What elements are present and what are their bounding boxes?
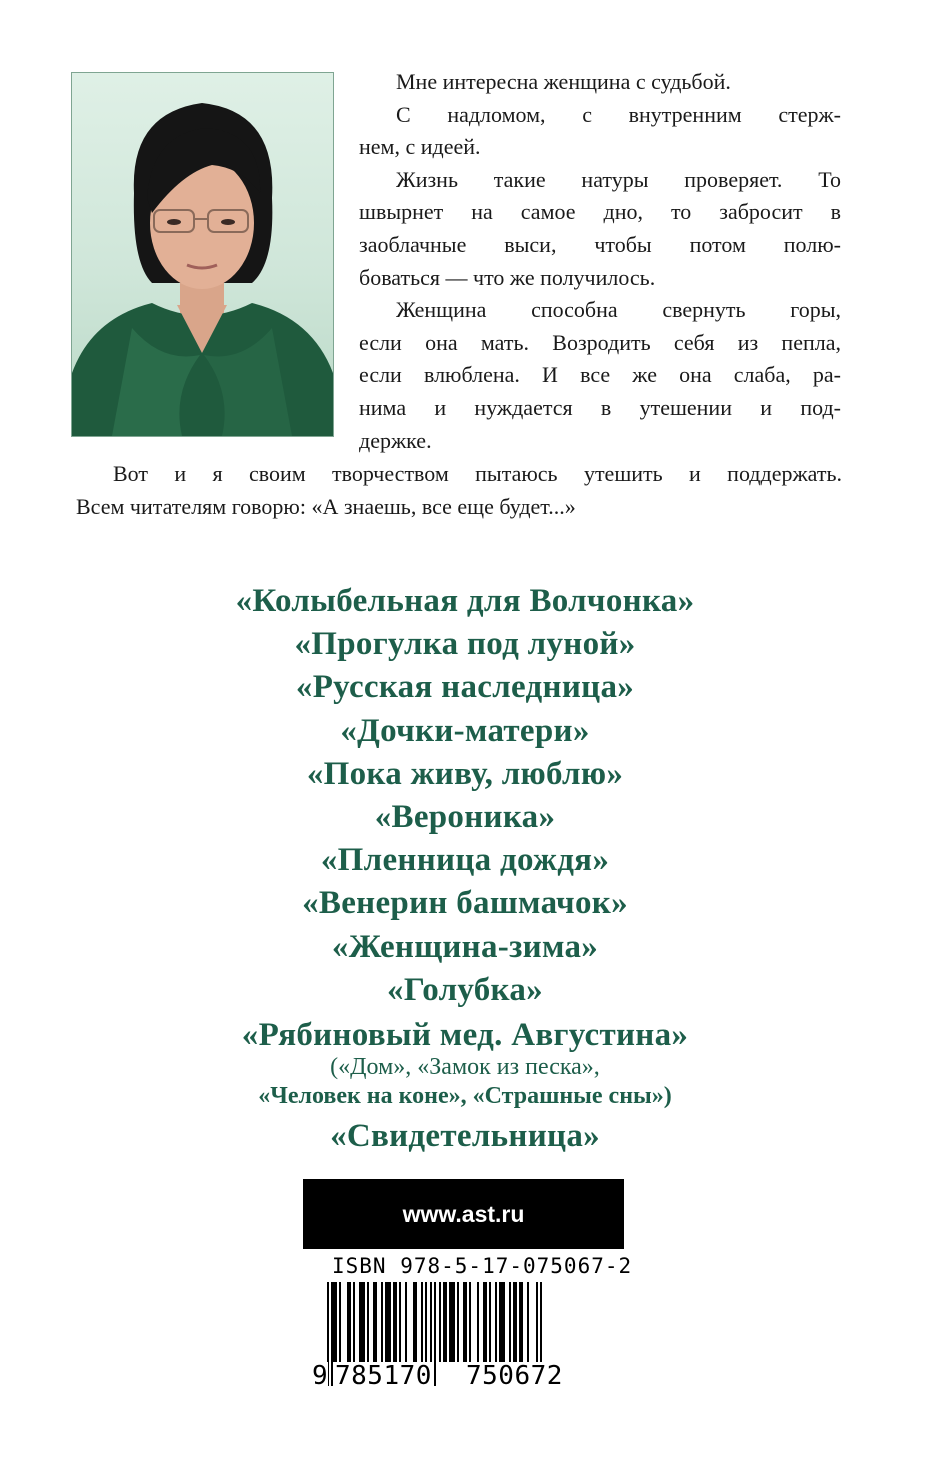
bio-line: боваться — что же получилось.: [359, 264, 656, 290]
barcode-bar: [457, 1282, 459, 1362]
bio-line: заоблачные выси, чтобы потом полю-: [359, 231, 841, 257]
bio-line: если она мать. Возродить себя из пепла,: [359, 329, 841, 355]
barcode-bar: [469, 1282, 471, 1362]
barcode-bar: [477, 1282, 479, 1362]
barcode-bar: [373, 1282, 377, 1362]
barcode-bar: [405, 1282, 407, 1362]
barcode-bar: [519, 1282, 523, 1362]
barcode-bar: [425, 1282, 427, 1362]
bio-line: Вот и я своим творчеством пытаюсь утешить и поддержать.: [113, 461, 842, 486]
bio-line: швырнет на самое дно, то забросит в: [359, 199, 841, 225]
book-titles-list: [0, 580, 930, 1158]
author-photo: [71, 72, 334, 437]
barcode-bar: [513, 1282, 517, 1362]
book-title: «Голубка»: [387, 971, 543, 1008]
barcode-bar: [393, 1282, 397, 1362]
book-title: «Рябиновый мед. Августина»: [241, 1017, 689, 1054]
barcode-bar: [333, 1282, 337, 1362]
barcode-bar: [449, 1282, 455, 1362]
book-title: «Женщина-зима»: [331, 928, 599, 965]
barcode-bar: [385, 1282, 391, 1362]
publisher-website: [303, 1179, 624, 1249]
bio-line: держке.: [359, 427, 432, 453]
barcode-bar: [367, 1282, 369, 1362]
barcode-bar: [381, 1282, 383, 1362]
bio-line: нима и нуждается в утешении и под-: [359, 394, 841, 420]
barcode-bar: [339, 1282, 341, 1362]
barcode-bar: [434, 1282, 436, 1386]
barcode-bar: [443, 1282, 447, 1362]
barcode-bar: [463, 1282, 467, 1362]
barcode-bar: [413, 1282, 417, 1362]
barcode-bar: [421, 1282, 423, 1362]
book-title: «Пока живу, люблю»: [306, 755, 624, 792]
barcode-bar: [353, 1282, 355, 1362]
book-title: «Прогулка под луной»: [294, 626, 636, 663]
website-label: www.ast.ru: [402, 1200, 525, 1227]
bio-line: если влюблена. И все же она слаба, ра-: [359, 362, 841, 388]
book-title: «Свидетельница»: [330, 1118, 600, 1155]
book-title: «Пленница дождя»: [320, 842, 610, 879]
book-title: «Венерин башмачок»: [302, 885, 628, 922]
book-title: «Дочки-матери»: [340, 712, 590, 749]
book-subtitle: («Дом», «Замок из песка»,: [330, 1054, 600, 1081]
barcode-bar: [439, 1282, 441, 1362]
barcode-bar: [347, 1282, 351, 1362]
book-title: «Вероника»: [374, 799, 556, 836]
barcode-left-digits: 785170: [335, 1361, 432, 1391]
bio-line: Женщина способна свернуть горы,: [396, 297, 841, 323]
barcode-first-digit: 9: [312, 1361, 329, 1391]
barcode-bar: [509, 1282, 511, 1362]
barcode-bar: [483, 1282, 487, 1362]
barcode-bar: [399, 1282, 401, 1362]
book-subtitle: «Человек на коне», «Страшные сны»): [258, 1083, 672, 1110]
bio-line: С надломом, с внутренним стерж-: [396, 101, 841, 127]
barcode-bar: [499, 1282, 505, 1362]
book-title: «Русская наследница»: [295, 669, 635, 706]
bio-line: Всем читателям говорю: «А знаешь, все еще будет...»: [76, 493, 576, 519]
barcode-bar: [359, 1282, 365, 1362]
bio-line: Жизнь такие натуры проверяет. То: [396, 166, 841, 192]
barcode-bar: [495, 1282, 497, 1362]
isbn-label: ISBN 978-5-17-075067-2: [332, 1254, 633, 1278]
barcode-bar: [489, 1282, 491, 1362]
barcode-right-digits: 750672: [466, 1361, 563, 1391]
barcode-bar: [331, 1282, 333, 1386]
bio-line: Мне интересна женщина с судьбой.: [396, 69, 731, 94]
book-title: «Колыбельная для Волчонка»: [235, 583, 695, 619]
bio-line: нем, с идеей.: [359, 134, 481, 160]
barcode-bar: [527, 1282, 529, 1362]
